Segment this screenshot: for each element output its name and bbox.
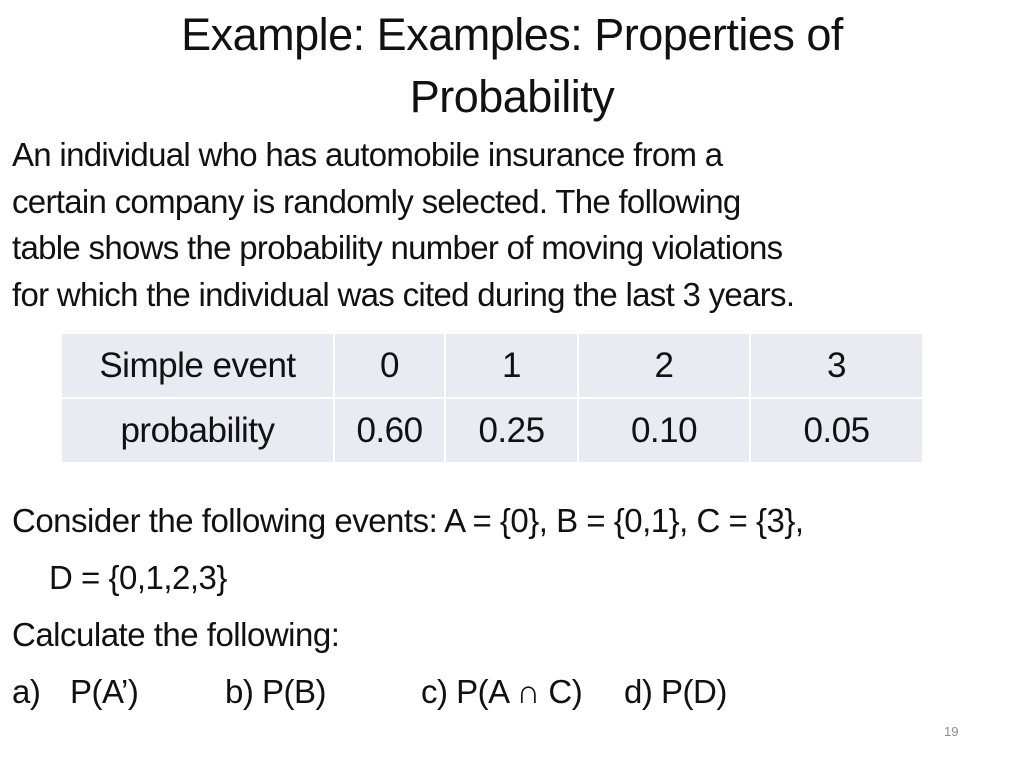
intro-line: table shows the probability number of moving violations [12, 229, 783, 266]
events-line-2: D = {0,1,2,3} [49, 559, 227, 596]
intro-paragraph [12, 132, 1012, 318]
probability-table [60, 332, 924, 464]
table-cell-probability-label: probability [61, 398, 334, 463]
question-parts [12, 667, 1012, 724]
table-row [61, 398, 923, 463]
question-section [12, 496, 1012, 724]
table-cell-simple-event-label: Simple event [61, 333, 334, 398]
table-cell: 3 [750, 333, 923, 398]
table-cell: 0.25 [445, 398, 578, 463]
intro-line: for which the individual was cited during the last 3 years. [12, 275, 795, 313]
table-cell: 1 [445, 333, 578, 398]
part-c: c) P(A ∩ C) [421, 673, 583, 710]
slide-title [60, 4, 964, 128]
intro-line: certain company is randomly selected. The following [12, 182, 741, 220]
calculate-label: Calculate the following: [12, 616, 340, 653]
table-cell: 2 [578, 333, 750, 398]
intro-line: An individual who has automobile insurance from a [12, 136, 723, 173]
part-a-marker: a) [12, 673, 41, 710]
table-row [61, 333, 923, 398]
table-cell: 0 [334, 333, 445, 398]
page-number: 19 [944, 724, 959, 739]
part-a: P(A’) [70, 673, 139, 710]
table-cell: 0.60 [334, 398, 445, 463]
title-line-1: Example: Examples: Properties of [181, 9, 843, 60]
title-line-2: Probability [409, 71, 615, 122]
events-line-1: Consider the following events: A = {0}, B = {0,1}, C = {3}, [12, 502, 804, 539]
table-cell: 0.05 [750, 398, 923, 463]
part-b: b) P(B) [225, 673, 327, 710]
table-cell: 0.10 [578, 398, 750, 463]
part-d: d) P(D) [624, 673, 727, 710]
